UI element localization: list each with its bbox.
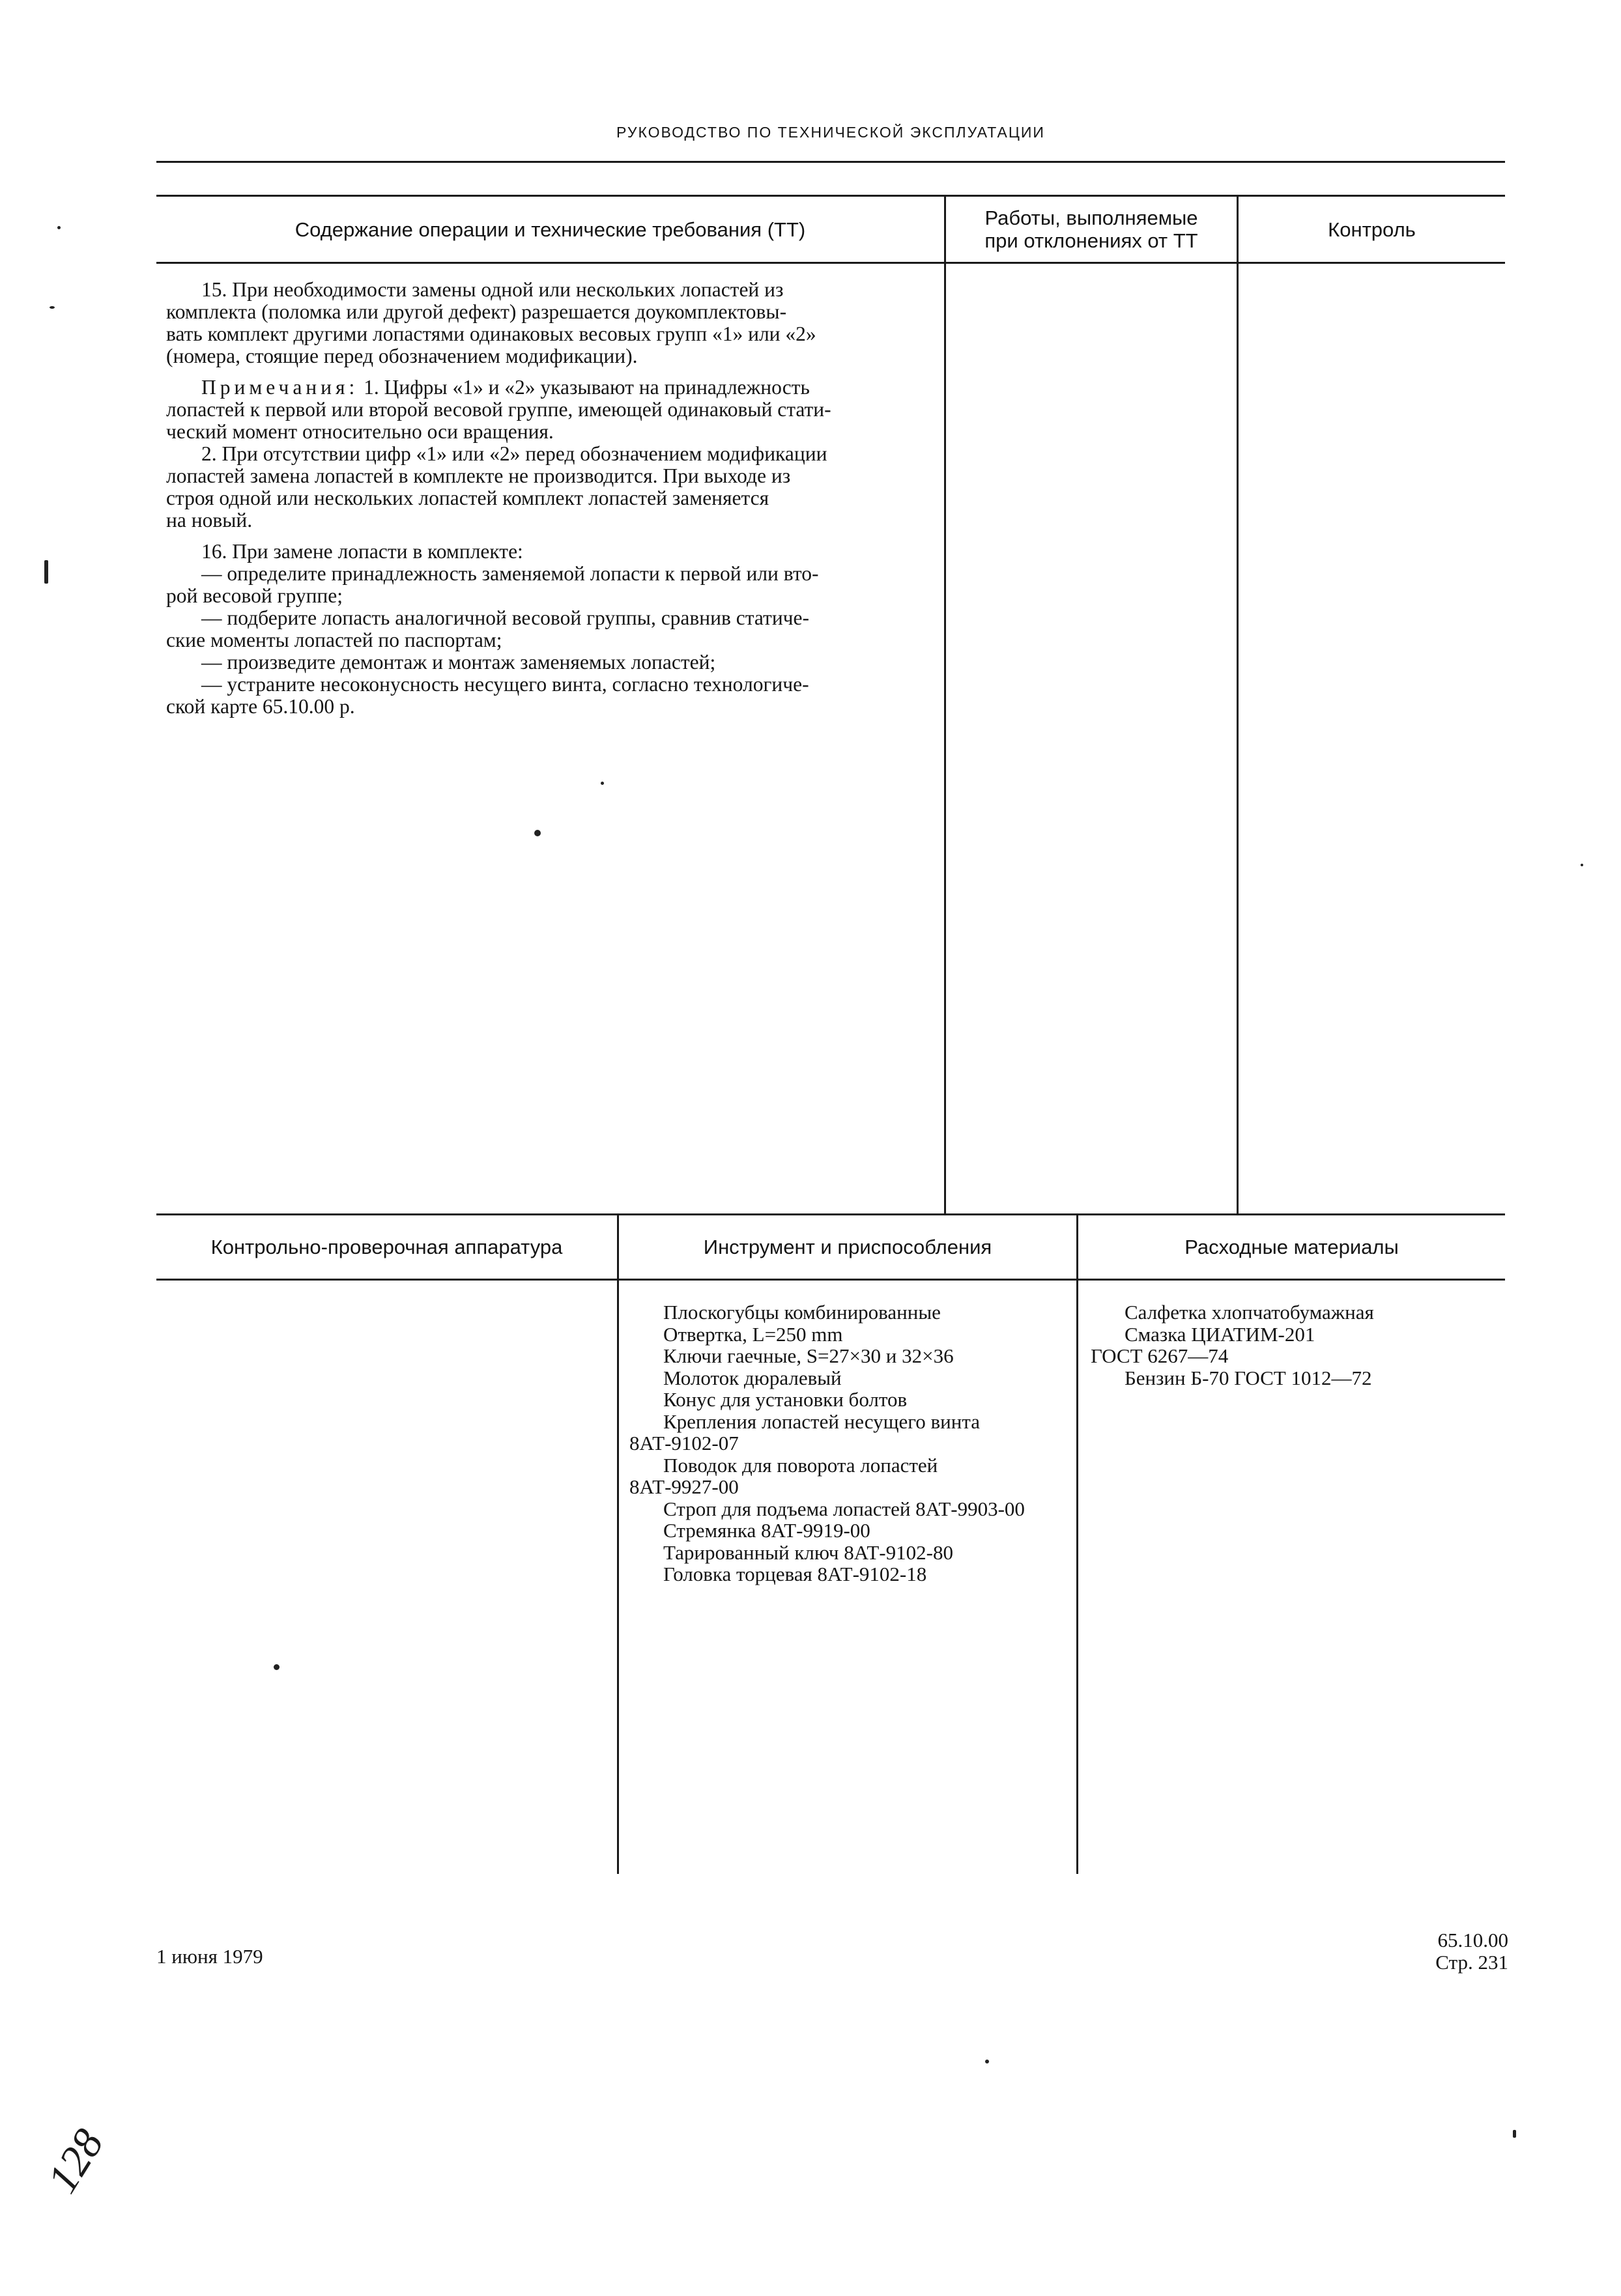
item-15-line-1: 15. При необходимости замены одной или нескольких лопастей из [201, 278, 784, 301]
column-header-tools-text: Инструмент и приспособления [703, 1236, 992, 1258]
item-15-line-2: комплекта (поломка или другой дефект) разрешается доукомплектовы- [166, 300, 787, 323]
column-header-materials [1078, 1215, 1505, 1279]
item-16-line-6: — произведите демонтаж и монтаж заменяемых лопастей; [201, 651, 716, 673]
tool-item-continuation: 8АТ-9102-07 [629, 1432, 739, 1454]
page-reference [1435, 1929, 1508, 1974]
item-15-line-3: вать комплект другими лопастями одинаковых весовых групп «1» или «2» [166, 322, 816, 345]
note-2-line-3: строя одной или нескольких лопастей комплект лопастей заменяется [166, 487, 769, 509]
note-1-line-3: ческий момент относительно оси вращения. [166, 420, 554, 443]
tool-item: Отвертка, L=250 mm [663, 1322, 843, 1346]
column-header-deviation-works [946, 197, 1237, 262]
item-16-line-4: — подберите лопасть аналогичной весовой группы, сравнив статиче- [201, 606, 809, 629]
operation-content [166, 279, 932, 727]
column-header-operation [156, 197, 944, 262]
item-16-line-3: рой весовой группе; [166, 584, 343, 607]
running-header: РУКОВОДСТВО ПО ТЕХНИЧЕСКОЙ ЭКСПЛУАТАЦИИ [616, 124, 1045, 141]
column-header-test-equipment [156, 1215, 617, 1279]
scan-speck [50, 306, 55, 309]
item-16-line-8: ской карте 65.10.00 р. [166, 695, 355, 718]
bottom-table-divider-1 [617, 1213, 619, 1874]
note-1-line-2: лопастей к первой или второй весовой группе, имеющей одинаковый стати- [166, 398, 831, 421]
scan-speck [985, 2060, 989, 2063]
column-header-control [1239, 197, 1505, 262]
scan-speck [1581, 864, 1583, 866]
scan-speck [57, 226, 61, 229]
tool-item-continuation: 8АТ-9927-00 [629, 1475, 739, 1498]
item-15-line-4: (номера, стоящие перед обозначением модификации). [166, 345, 638, 367]
top-table-divider-1 [944, 195, 946, 1213]
item-16-line-2: — определите принадлежность заменяемой лопасти к первой или вто- [201, 562, 819, 585]
column-header-materials-text: Расходные материалы [1184, 1236, 1399, 1258]
tool-item: Конус для установки болтов [663, 1388, 908, 1411]
note-2-line-2: лопастей замена лопастей в комплекте не производится. При выходе из [166, 464, 791, 487]
notes-label: Примечания: [201, 376, 359, 399]
tool-item: Стремянка 8АТ-9919-00 [663, 1519, 870, 1542]
tools-list [629, 1301, 1025, 1585]
column-header-deviation-works-line2: при отклонениях от ТТ [984, 229, 1198, 252]
scan-speck [601, 782, 604, 785]
column-header-tools [619, 1215, 1076, 1279]
handwritten-number: 128 [38, 2121, 113, 2202]
materials-list [1091, 1301, 1374, 1389]
item-15 [166, 279, 932, 367]
scan-speck [44, 560, 48, 584]
tool-item: Тарированный ключ 8АТ-9102-80 [663, 1540, 953, 1564]
tool-item: Молоток дюралевый [663, 1366, 842, 1389]
top-table-header-rule [156, 262, 1505, 264]
material-item: Салфетка хлопчатобумажная [1125, 1301, 1374, 1324]
tool-item: Плоскогубцы комбинированные [663, 1301, 941, 1324]
column-header-test-equipment-text: Контрольно-проверочная аппаратура [210, 1236, 563, 1258]
notes [166, 376, 932, 531]
material-item-continuation: ГОСТ 6267—74 [1091, 1344, 1229, 1367]
tool-item: Ключи гаечные, S=27×30 и 32×36 [663, 1344, 954, 1367]
scan-speck [1513, 2130, 1516, 2138]
note-2-line-1: 2. При отсутствии цифр «1» или «2» перед обозначением модификации [201, 442, 827, 465]
top-table-divider-2 [1237, 195, 1239, 1213]
material-item: Бензин Б-70 ГОСТ 1012—72 [1125, 1366, 1372, 1389]
tool-item: Крепления лопастей несущего винта [663, 1410, 980, 1433]
tool-item: Строп для подъема лопастей 8АТ-9903-00 [663, 1497, 1025, 1520]
tool-item: Поводок для поворота лопастей [663, 1453, 938, 1477]
material-item: Смазка ЦИАТИМ-201 [1125, 1322, 1315, 1346]
issue-date: 1 июня 1979 [156, 1945, 263, 1968]
document-number: 65.10.00 [1437, 1929, 1508, 1951]
note-1-line-1: 1. Цифры «1» и «2» указывают на принадлежность [364, 376, 810, 399]
column-header-deviation-works-line1: Работы, выполняемые [984, 206, 1198, 229]
tool-item: Головка торцевая 8АТ-9102-18 [663, 1563, 927, 1585]
bottom-table-divider-2 [1076, 1213, 1078, 1874]
scan-speck [274, 1664, 280, 1670]
column-header-operation-text: Содержание операции и технические требования (ТТ) [294, 218, 806, 241]
bottom-table-header-rule [156, 1279, 1505, 1281]
item-16-line-5: ские моменты лопастей по паспортам; [166, 629, 502, 651]
header-rule [156, 161, 1505, 163]
page-number: Стр. 231 [1435, 1951, 1508, 1974]
item-16-line-7: — устраните несоконусность несущего винта, согласно технологиче- [201, 673, 809, 696]
note-2-line-4: на новый. [166, 509, 253, 531]
column-header-control-text: Контроль [1328, 218, 1416, 241]
item-16-line-1: 16. При замене лопасти в комплекте: [201, 540, 523, 563]
item-16 [166, 541, 932, 718]
scan-speck [534, 830, 541, 836]
